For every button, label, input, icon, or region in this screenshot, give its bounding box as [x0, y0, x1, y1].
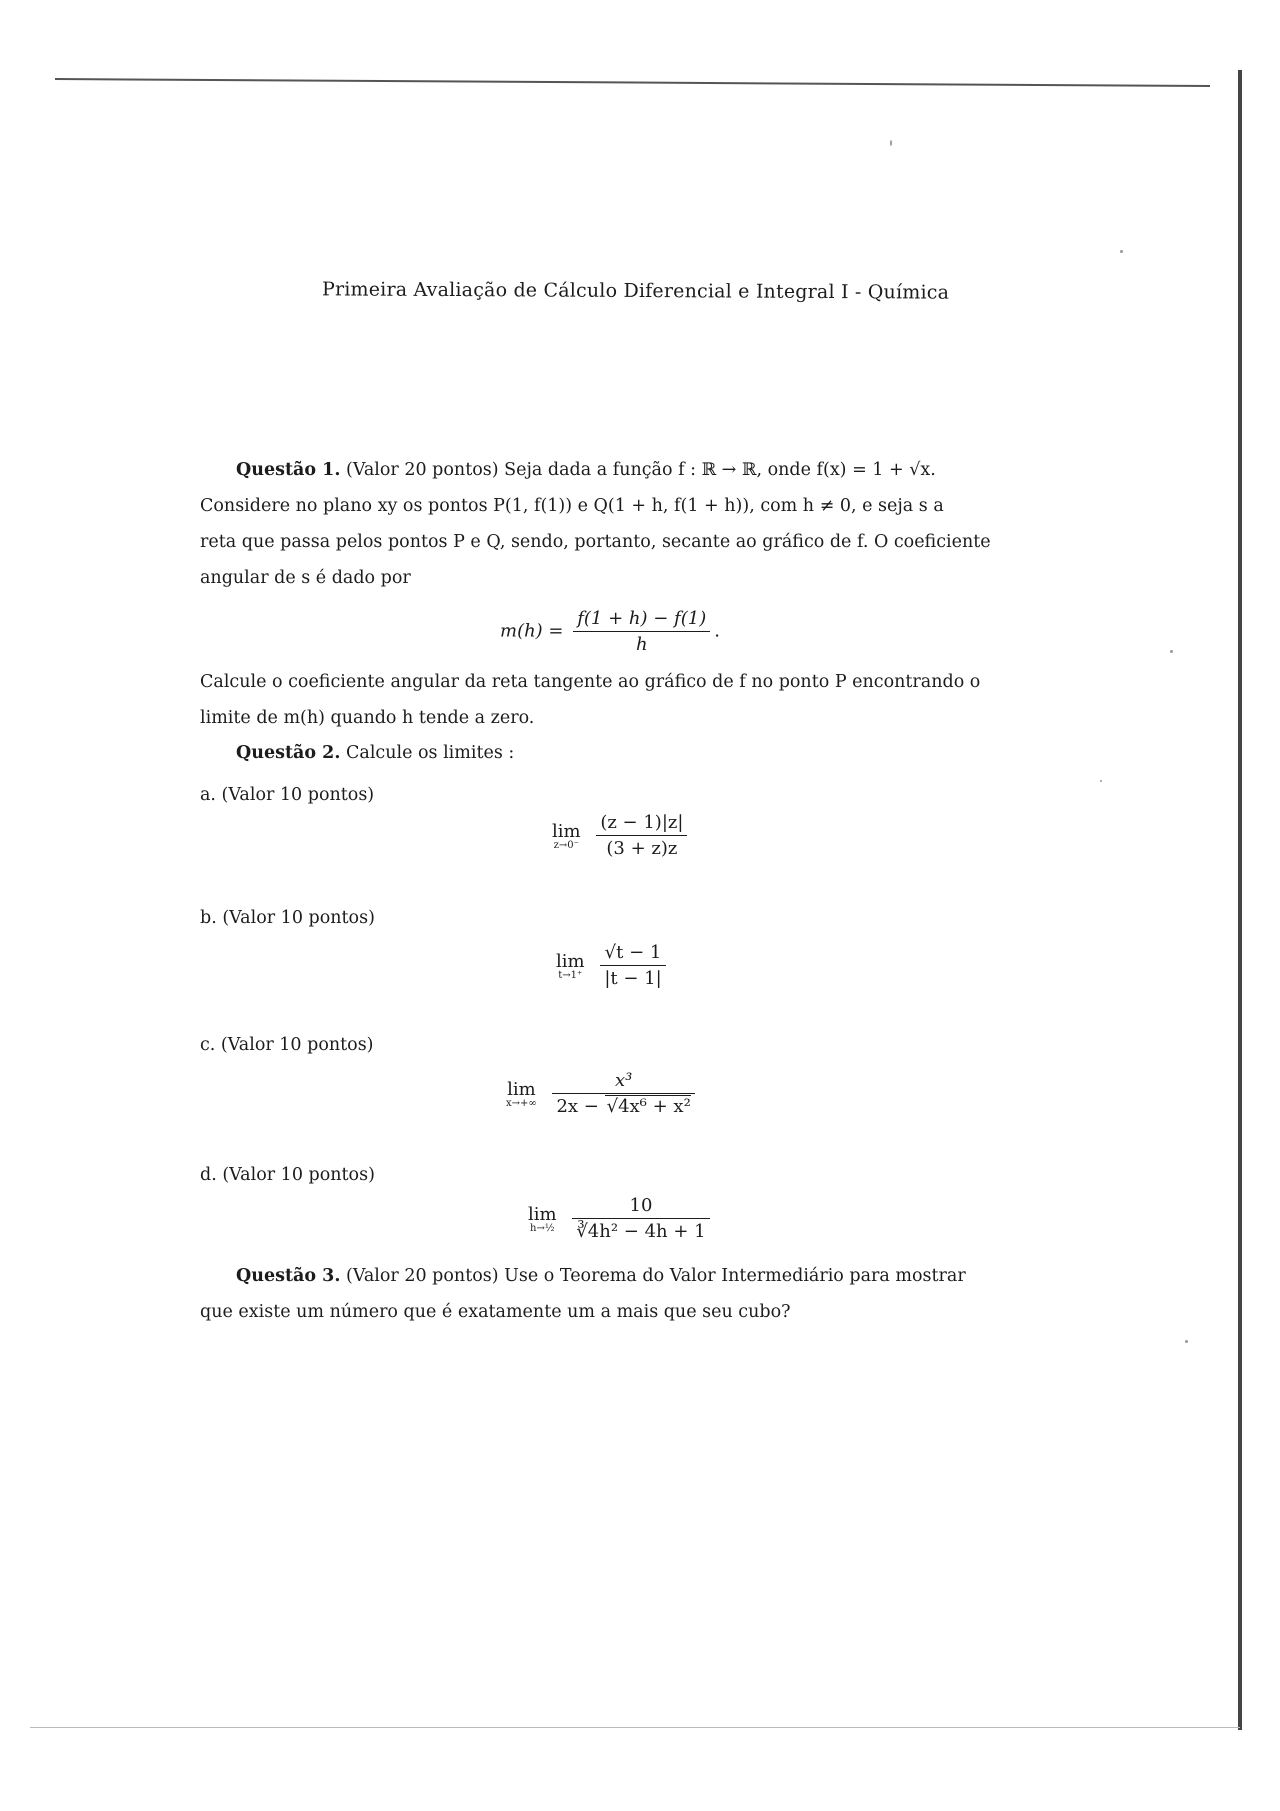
q2c-label: c. (Valor 10 pontos) — [200, 1035, 374, 1055]
q2c-fraction — [552, 1070, 694, 1117]
q1-label: Questão 1. — [236, 460, 341, 480]
q2c-denominator — [552, 1094, 694, 1117]
question-2 — [200, 735, 1030, 771]
q2a-formula — [552, 812, 691, 859]
top-rule — [55, 78, 1210, 87]
q2a-lim — [552, 821, 581, 851]
q2c-formula — [506, 1070, 699, 1117]
scan-speck — [1170, 650, 1173, 653]
q2d-denominator: ∛4h² − 4h + 1 — [576, 1221, 706, 1242]
q1-text-e: Calcule o coeficiente angular da reta tangente ao gráfico de f no ponto P encontrando o — [200, 672, 981, 692]
q2c-numerator: x³ — [552, 1070, 694, 1094]
q2a-fraction — [596, 812, 687, 859]
question-1 — [200, 452, 1030, 596]
q1-line-1 — [200, 452, 1030, 488]
q1-formula-lhs: m(h) = — [500, 620, 564, 642]
q2a-numerator: (z − 1)|z| — [596, 812, 687, 836]
q1-formula — [500, 608, 720, 655]
q2c-den-a: 2x − — [556, 1096, 605, 1117]
lim-word: lim — [556, 950, 585, 972]
q2d-label: d. (Valor 10 pontos) — [200, 1165, 375, 1185]
q2-line — [200, 735, 1030, 771]
lim-word: lim — [528, 1203, 557, 1225]
q2d-lim — [528, 1204, 557, 1234]
q2d-formula — [528, 1195, 714, 1242]
scan-speck — [1185, 1340, 1188, 1343]
scan-speck — [890, 140, 892, 146]
lim-sub: t→1⁺ — [558, 969, 583, 981]
scan-speck — [1100, 780, 1102, 782]
q1-denominator: h — [635, 634, 648, 655]
q3-line-1 — [200, 1258, 1030, 1294]
q3-text-b: que existe um número que é exatamente um a mais que seu cubo? — [200, 1302, 791, 1322]
q1-numerator: f(1 + h) − f(1) — [573, 608, 710, 632]
right-edge — [1238, 70, 1242, 1730]
q1-text-a: (Valor 20 pontos) Seja dada a função f : ℝ → ℝ, onde f(x) = 1 + √x. — [346, 460, 936, 480]
q1-text-f: limite de m(h) quando h tende a zero. — [200, 708, 535, 728]
bottom-edge — [30, 1727, 1240, 1728]
scan-speck — [1120, 250, 1123, 253]
q1-text-c: reta que passa pelos pontos P e Q, sendo, portanto, secante ao gráfico de f. O coeficiente — [200, 532, 991, 552]
q2b-fraction — [600, 942, 665, 989]
q2b-denominator: |t − 1| — [604, 968, 662, 989]
q3-label: Questão 3. — [236, 1266, 341, 1286]
q2b-formula — [556, 942, 670, 989]
lim-sub: x→+∞ — [506, 1097, 537, 1109]
q2b-label: b. (Valor 10 pontos) — [200, 908, 375, 928]
q2c-den-b: √4x⁶ + x² — [606, 1096, 691, 1117]
q3-text-a: (Valor 20 pontos) Use o Teorema do Valor Intermediário para mostrar — [346, 1266, 966, 1286]
q1-formula-period: . — [714, 620, 720, 642]
q2a-label: a. (Valor 10 pontos) — [200, 785, 375, 805]
page-title: Primeira Avaliação de Cálculo Diferencial e Integral I - Química — [321, 278, 950, 304]
lim-word: lim — [507, 1078, 536, 1100]
q1-text-d: angular de s é dado por — [200, 568, 411, 588]
q2d-numerator: 10 — [572, 1195, 709, 1219]
q1-fraction — [573, 608, 710, 655]
q2d-fraction — [572, 1195, 709, 1242]
q2-label: Questão 2. — [236, 743, 341, 763]
lim-sub: h→½ — [530, 1222, 555, 1234]
q2-text: Calcule os limites : — [346, 743, 515, 763]
q1-text-b: Considere no plano xy os pontos P(1, f(1)) e Q(1 + h, f(1 + h)), com h ≠ 0, e seja s a — [200, 496, 944, 516]
question-3 — [200, 1258, 1030, 1330]
lim-sub: z→0⁻ — [553, 839, 579, 851]
q2a-denominator: (3 + z)z — [606, 838, 678, 859]
q2b-numerator: √t − 1 — [600, 942, 665, 966]
question-1-cont — [200, 664, 1030, 736]
q2c-lim — [506, 1079, 537, 1109]
lim-word: lim — [552, 820, 581, 842]
q2b-lim — [556, 951, 585, 981]
